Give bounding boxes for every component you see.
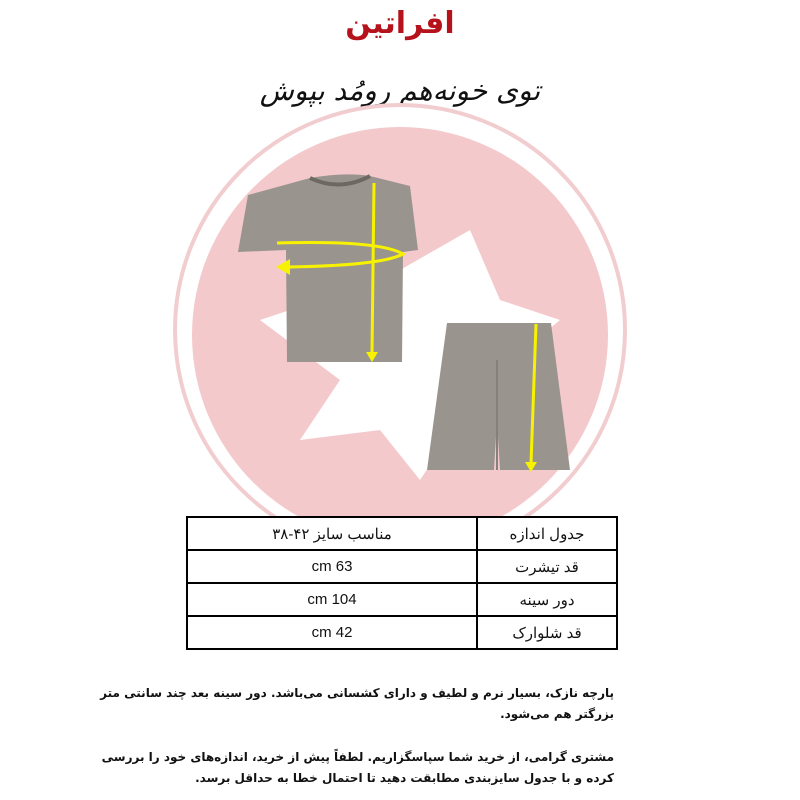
- table-row: [187, 616, 617, 649]
- row-label: قد شلوارک: [477, 616, 617, 649]
- row-value: 104 cm: [187, 583, 477, 616]
- table-header-row: [187, 517, 617, 550]
- table-header-label: جدول اندازه: [477, 517, 617, 550]
- fabric-description: پارچه نازک، بسیار نرم و لطیف و دارای کشسانی می‌باشد. دور سینه بعد چند سانتی متر بزرگتر هم می‌شود.: [100, 686, 614, 721]
- customer-note: مشتری گرامی، از خرید شما سپاسگزاریم. لطفاً پیش از خرید، اندازه‌های خود را بررسی کرده و با جدول سایزبندی مطابقت دهید تا احتمال خطا به حداقل برسد.: [101, 750, 614, 785]
- row-label: قد تیشرت: [477, 550, 617, 583]
- table-header-value: مناسب سایز ۴۲-۳۸: [187, 517, 477, 550]
- table-row: [187, 550, 617, 583]
- size-table: [186, 516, 618, 650]
- row-label: دور سینه: [477, 583, 617, 616]
- table-row: [187, 583, 617, 616]
- row-value: 63 cm: [187, 550, 477, 583]
- brand-logo: افراتین: [345, 6, 455, 41]
- slogan: توی خونه‌هم رومُد بپوش: [259, 74, 541, 107]
- row-value: 42 cm: [187, 616, 477, 649]
